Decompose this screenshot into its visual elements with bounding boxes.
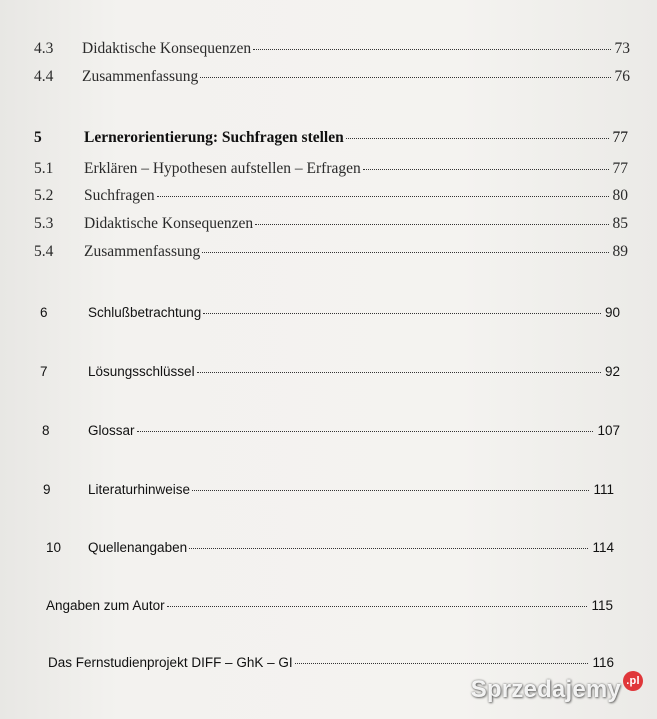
toc-page-number: 111 [593, 482, 614, 497]
toc-title: Lösungsschlüssel [88, 364, 195, 379]
dot-leader [197, 372, 601, 373]
toc-number: 5 [34, 129, 42, 146]
toc-title: Das Fernstudienprojekt DIFF – GhK – GI [48, 655, 293, 670]
toc-number: 5.1 [34, 160, 54, 177]
toc-entry-9 [43, 482, 614, 497]
toc-title: Didaktische Konsequenzen [84, 215, 254, 232]
toc-page-number: 77 [612, 160, 628, 177]
watermark-badge: .pl [623, 671, 643, 691]
toc-number: 5.2 [34, 187, 54, 204]
toc-number: 4.4 [34, 68, 54, 85]
dot-leader [200, 77, 610, 78]
toc-entry-6 [40, 305, 620, 320]
toc-title: Zusammenfassung [82, 68, 199, 85]
toc-page-number: 80 [612, 187, 628, 204]
toc-entry-5-2 [34, 187, 628, 205]
dot-leader [137, 431, 594, 432]
dot-leader [295, 663, 589, 664]
toc-title: Angaben zum Autor [46, 598, 165, 613]
dot-leader [203, 313, 601, 314]
dot-leader [255, 224, 608, 225]
toc-entry-5 [34, 129, 628, 147]
toc-title: Suchfragen [84, 187, 155, 204]
dot-leader [346, 138, 609, 139]
toc-number: 4.3 [34, 40, 54, 57]
dot-leader [363, 169, 609, 170]
toc-title: Zusammenfassung [84, 243, 201, 260]
toc-entry-author [46, 598, 613, 613]
toc-page-number: 73 [614, 40, 630, 57]
dot-leader [202, 252, 608, 253]
toc-page-number: 114 [592, 540, 614, 555]
toc-title: Literaturhinweise [88, 482, 191, 497]
toc-number: 5.3 [34, 215, 54, 232]
toc-entry-4-4 [34, 68, 630, 86]
dot-leader [192, 490, 589, 491]
toc-page-number: 85 [612, 215, 628, 232]
dot-leader [253, 49, 610, 50]
toc-page-number: 116 [592, 655, 614, 670]
toc-title: Lernerorientierung: Suchfragen stellen [84, 129, 344, 146]
watermark-text: Sprzedajemy [470, 676, 621, 703]
toc-entry-7 [40, 364, 620, 379]
dot-leader [157, 196, 609, 197]
toc-title: Schlußbetrachtung [88, 305, 202, 320]
toc-number: 9 [43, 482, 51, 497]
toc-title: Didaktische Konsequenzen [82, 40, 252, 57]
toc-number: 6 [40, 305, 48, 320]
toc-page-number: 90 [604, 305, 620, 320]
toc-page-number: 92 [604, 364, 620, 379]
toc-title: Quellenangaben [88, 540, 188, 555]
toc-number: 5.4 [34, 243, 54, 260]
toc-page-number: 115 [591, 598, 613, 613]
toc-entry-10 [46, 540, 614, 555]
toc-page-number: 76 [614, 68, 630, 85]
dot-leader [167, 606, 588, 607]
dot-leader [189, 548, 588, 549]
toc-entry-5-1 [34, 160, 628, 178]
toc-number: 7 [40, 364, 48, 379]
toc-page-number: 107 [597, 423, 620, 438]
toc-title: Erklären – Hypothesen aufstellen – Erfragen [84, 160, 361, 177]
toc-entry-project [48, 655, 614, 670]
toc-number: 8 [42, 423, 50, 438]
toc-page-number: 77 [612, 129, 628, 146]
toc-entry-5-4 [34, 243, 628, 261]
watermark-logo [471, 671, 643, 709]
toc-entry-8 [42, 423, 620, 438]
toc-title: Glossar [88, 423, 135, 438]
toc-page-number: 89 [612, 243, 628, 260]
toc-entry-5-3 [34, 215, 628, 233]
toc-entry-4-3 [34, 40, 630, 58]
toc-number: 10 [46, 540, 62, 555]
